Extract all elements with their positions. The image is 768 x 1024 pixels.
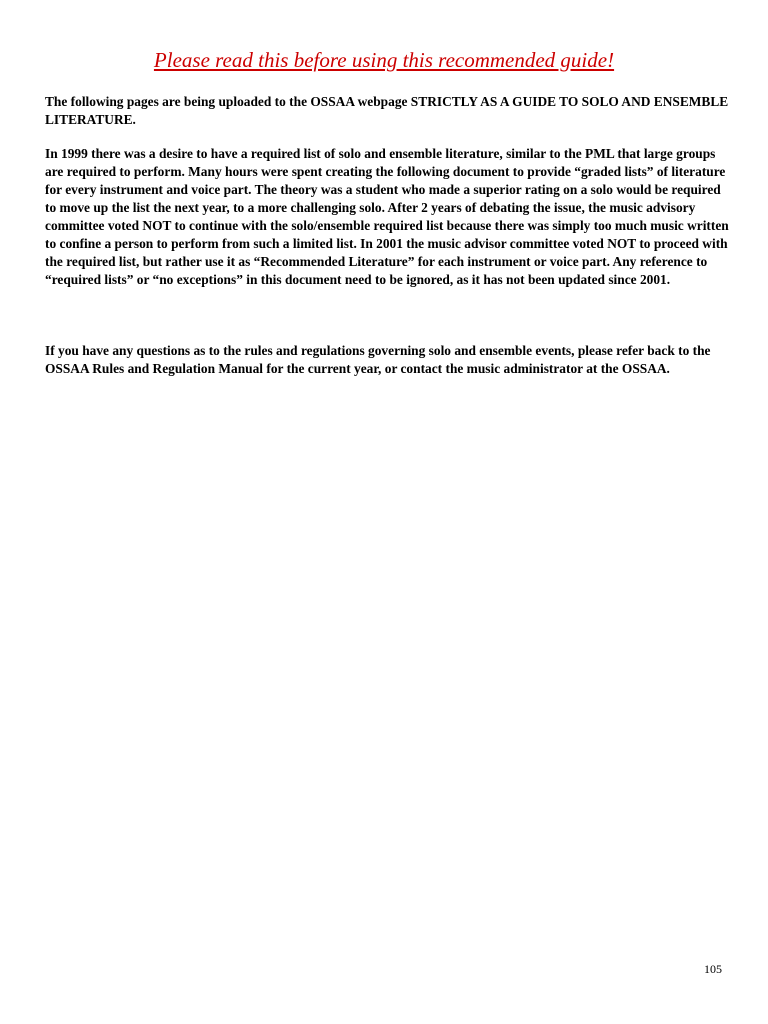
history-paragraph: In 1999 there was a desire to have a required list of solo and ensemble literature, similar to the PML that large groups are required to perform. Many hours were spent creating the following document to provide “graded lists” of literature for every instrument and voice part. The theory was a student who made a superior rating on a solo would be required to move up the list the next year, to a more challenging solo. After 2 years of debating the issue, the music advisory committee voted NOT to continue with the solo/ensemble required list because there was simply too much music written to confine a person to perform from such a limited list. In 2001 the music advisor committee voted NOT to proceed with the required list, but rather use it as “Recommended Literature” for each instrument or voice part. Any reference to “required lists” or “no exceptions” in this document need to be ignored, as it has not been updated since 2001. [45,146,729,287]
intro-paragraph: The following pages are being uploaded to the OSSAA webpage STRICTLY AS A GUIDE TO SOLO AND ENSEMBLE LITERATURE. [45,94,729,127]
contact-paragraph: If you have any questions as to the rules and regulations governing solo and ensemble events, please refer back to the OSSAA Rules and Regulation Manual for the current year, or contact the music administrator at the OSSAA. [45,343,711,376]
page-number: 105 [704,962,722,976]
page-title: Please read this before using this recommended guide! [153,48,615,72]
